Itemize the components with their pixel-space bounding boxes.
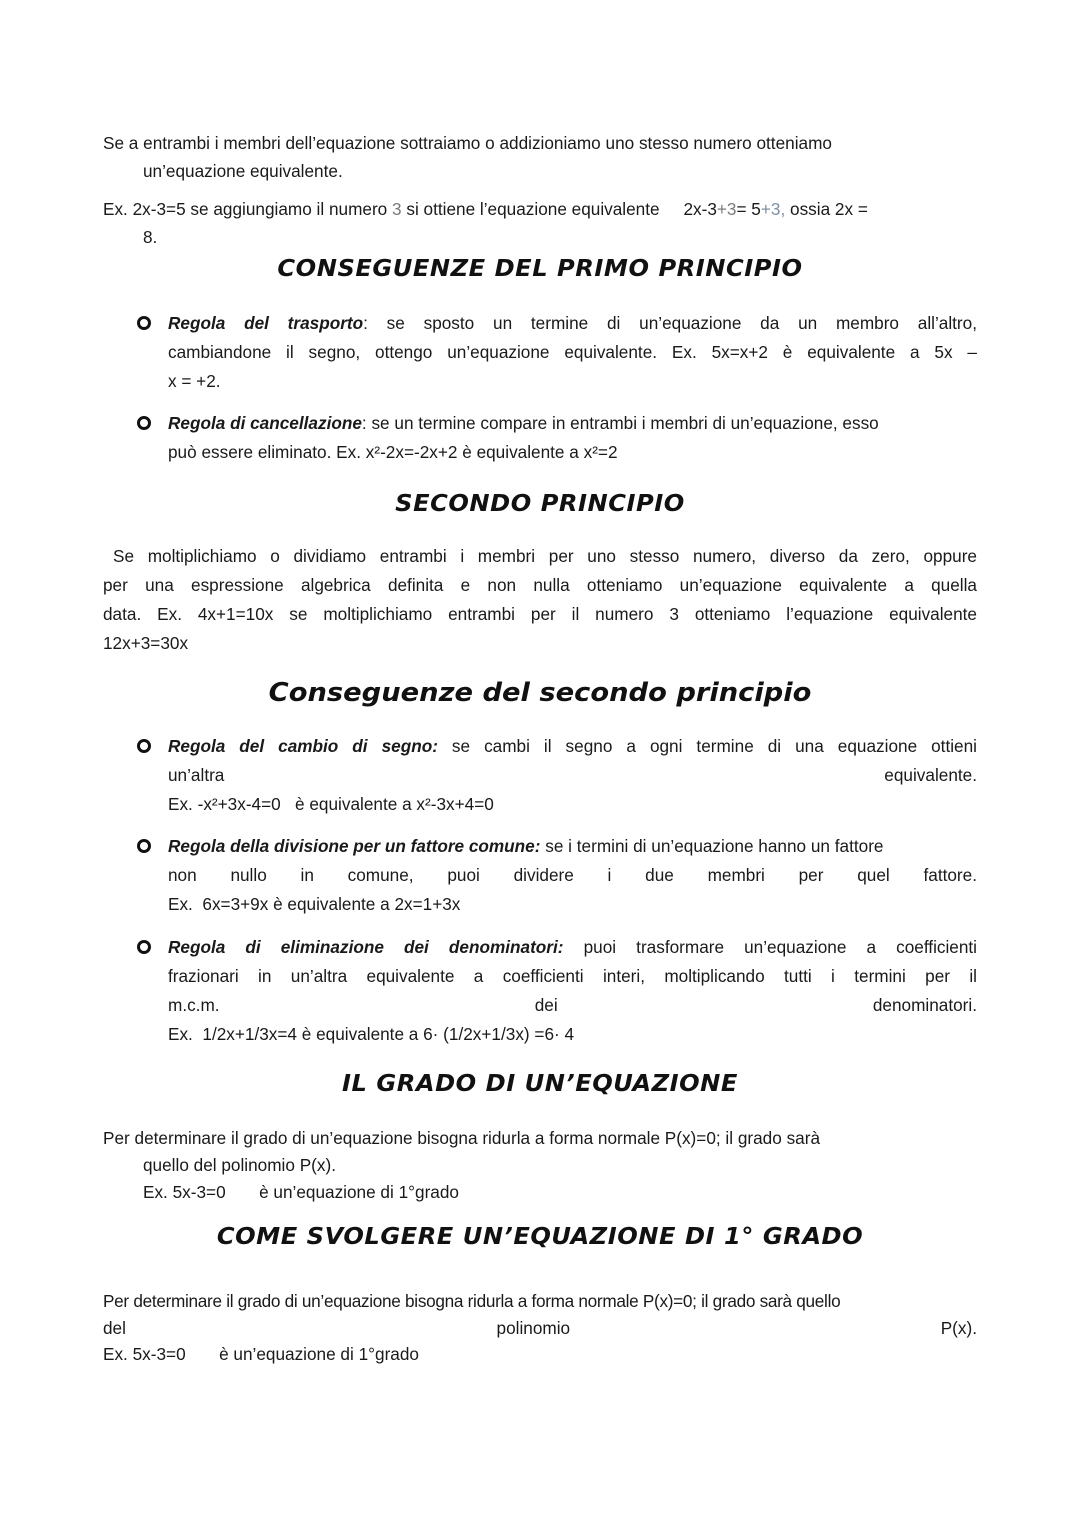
text-line: Ex. 5x-3=0 è un’equazione di 1°grado bbox=[143, 1182, 459, 1202]
text-line: può essere eliminato. Ex. x²-2x=-2x+2 è equivalente a x²=2 bbox=[168, 442, 618, 462]
highlight-number: 3 bbox=[392, 199, 402, 219]
text-line: Se a entrambi i membri dell’equazione sottraiamo o addizioniamo uno stesso numero otteniamo bbox=[103, 133, 832, 153]
heading-first-degree-solving: COME SVOLGERE UN’EQUAZIONE DI 1° GRADO bbox=[216, 1224, 864, 1250]
text-line: Ex. 1/2x+1/3x=4 è equivalente a 6· (1/2x+1/3x) =6· 4 bbox=[168, 1024, 575, 1044]
text-line: Se moltiplichiamo o dividiamo entrambi i membri per uno stesso numero, diverso da zero, oppure bbox=[113, 546, 977, 566]
text-line: Per determinare il grado di un’equazione bisogna ridurla a forma normale P(x)=0; il grado sarà bbox=[103, 1128, 821, 1148]
text-line: non nullo in comune, puoi dividere i due membri per quel fattore. bbox=[168, 865, 977, 885]
highlight-number: +3 bbox=[716, 199, 737, 219]
text-line: 8. bbox=[143, 227, 158, 247]
bullet-icon bbox=[137, 316, 151, 330]
text: = 5 bbox=[736, 199, 761, 219]
text-line: x = +2. bbox=[168, 371, 221, 391]
text: : se sposto un termine di un’equazione da un membro all’altro, bbox=[363, 313, 977, 333]
text: Ex. 2x-3=5 se aggiungiamo il numero bbox=[103, 199, 393, 219]
text: : se un termine compare in entrambi i membri di un’equazione, esso bbox=[361, 413, 879, 433]
heading-second-principle-consequences: Conseguenze del secondo principio bbox=[268, 678, 812, 708]
text-line: 12x+3=30x bbox=[103, 633, 189, 653]
highlight-number: +3, bbox=[760, 199, 786, 219]
text: si ottiene l’equazione equivalente 2x-3 bbox=[401, 199, 717, 219]
text-line: Ex. -x²+3x-4=0 è equivalente a x²-3x+4=0 bbox=[168, 794, 494, 814]
text: puoi trasformare un’equazione a coefficienti bbox=[563, 937, 978, 957]
text-line: Ex. 6x=3+9x è equivalente a 2x=1+3x bbox=[168, 894, 461, 914]
heading-equation-degree: IL GRADO DI UN’EQUAZIONE bbox=[342, 1071, 738, 1097]
bullet-icon bbox=[137, 839, 151, 853]
bullet-icon bbox=[137, 940, 151, 954]
text-line: un’altra equivalente. bbox=[168, 765, 977, 785]
text-line: Per determinare il grado di un’equazione bisogna ridurla a forma normale P(x)=0; il grado sarà quello bbox=[103, 1291, 841, 1311]
bullet-icon bbox=[137, 739, 151, 753]
text-line: quello del polinomio P(x). bbox=[143, 1155, 336, 1175]
rule-title: Regola di eliminazione dei denominatori: bbox=[168, 937, 564, 957]
text-line: per una espressione algebrica definita e non nulla otteniamo un’equazione equivalente a quella bbox=[103, 575, 977, 595]
bullet-icon bbox=[137, 416, 151, 430]
rule-line bbox=[168, 835, 977, 857]
example-line bbox=[103, 198, 977, 220]
rule-line bbox=[168, 412, 977, 434]
text: se i termini di un’equazione hanno un fattore bbox=[540, 836, 884, 856]
text-line: frazionari in un’altra equivalente a coefficienti interi, moltiplicando tutti i termini per il bbox=[168, 966, 977, 986]
heading-second-principle: SECONDO PRINCIPIO bbox=[395, 491, 685, 517]
text-line: un’equazione equivalente. bbox=[143, 161, 343, 181]
rule-title: Regola della divisione per un fattore comune: bbox=[168, 836, 541, 856]
text-line: cambiandone il segno, ottengo un’equazione equivalente. Ex. 5x=x+2 è equivalente a 5x – bbox=[168, 342, 977, 362]
rule-title: Regola di cancellazione bbox=[168, 413, 362, 433]
text: ossia 2x = bbox=[785, 199, 868, 219]
text-line: Ex. 5x-3=0 è un’equazione di 1°grado bbox=[103, 1344, 419, 1364]
text: se cambi il segno a ogni termine di una equazione ottieni bbox=[437, 736, 977, 756]
text-line: data. Ex. 4x+1=10x se moltiplichiamo entrambi per il numero 3 otteniamo l’equazione equivalente bbox=[103, 604, 977, 624]
heading-first-principle-consequences: CONSEGUENZE DEL PRIMO PRINCIPIO bbox=[277, 256, 803, 282]
rule-title: Regola del trasporto bbox=[168, 313, 364, 333]
rule-line bbox=[168, 936, 977, 958]
rule-title: Regola del cambio di segno: bbox=[168, 736, 438, 756]
text-line: del polinomio P(x). bbox=[103, 1318, 977, 1338]
text-line: m.c.m. dei denominatori. bbox=[168, 995, 977, 1015]
rule-line bbox=[168, 735, 977, 757]
rule-line bbox=[168, 312, 977, 334]
